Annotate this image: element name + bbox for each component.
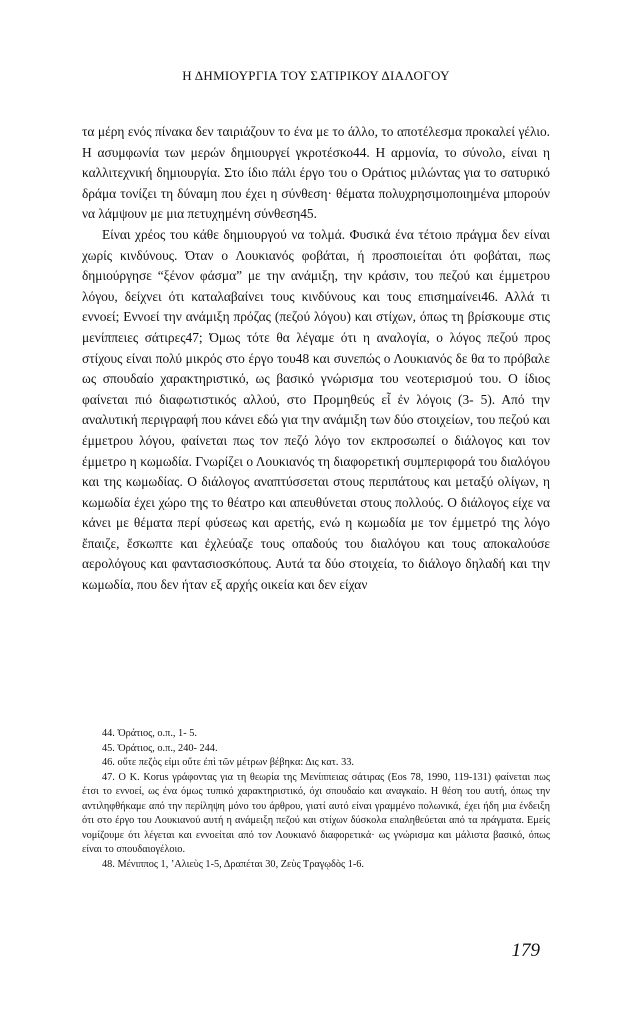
page-number: 179 (511, 940, 540, 961)
footnote: 48. Μένιππος 1, ’Αλιεὺς 1-5, Δραπέται 30, Ζεὺς Τραγῳδὸς 1-6. (102, 858, 365, 870)
running-header: Η ΔΗΜΙΟΥΡΓΙΑ ΤΟΥ ΣΑΤΙΡΙΚΟΥ ΔΙΑΛΟΓΟΥ (182, 68, 450, 83)
paragraph: τα μέρη ενός πίνακα δεν ταιριάζουν το ένα με το άλλο, το αποτέλεσμα προκαλεί γέλιο. Η ασυμφωνία των μερών δημιουργεί γκροτέσκο44. Η αρμονία, το σύνολο, είναι η καλλιτεχνική δημιουργία. Στο ίδιο πάλι έργο του ο Οράτιος μιλώντας για το σατυρικό δράμα τονίζει τη δύναμη που έχει η σύνθεση· θέματα πολυχρησιμοποιημένα μπορούν να λάμψουν με μια πετυχημένη σύνθεση45. (82, 124, 550, 222)
footnote: 47. Ο Κ. Korus γράφοντας για τη θεωρία της Μενίππειας σάτιρας (Eos 78, 1990, 119-131) φαίνεται πως έτσι το εννοεί, ως ένα όμως τυπικό χαρακτηριστικό, όχι σπουδαίο και αναγκαίο. Η θέση του αυτή, όπως την αντιληφθήκαμε από την περίληψη μόνο του άρθρου, γιατί αυτό είναι γραμμένο πολωνικά, έχει ήδη μια ένδειξη ότι στο έργο του Λουκιανού αυτή η ανάμειξη πεζού και στίχων δύσκολα επαληθεύεται από τα πράγματα. Εμείς νομίζουμε ότι λέγεται και εννοείται από τον Λουκιανό διαφορετικά· ως γνώρισμα και μάλιστα βασικό, όπως είναι το σπουδαιογέλοιο. (82, 771, 550, 855)
footnotes (82, 727, 550, 872)
footnote: 46. οὔτε πεζὸς εἰμι οὔτε ἐπὶ τῶν μέτρων βέβηκα: Δις κατ. 33. (102, 757, 354, 768)
footnote: 44. Ὀράτιος, ο.π., 1- 5. (102, 728, 197, 739)
footnote: 45. Ὀράτιος, ο.π., 240- 244. (102, 742, 218, 754)
paragraph: Είναι χρέος του κάθε δημιουργού να τολμά. Φυσικά ένα τέτοιο πράγμα δεν είναι χωρίς κινδύνους. Όταν ο Λουκιανός φοβάται, ή προσποιείται ότι φοβάται, πως δημιούργησε “ξένον φάσμα” με την ανάμιξη, την κράσιν, του πεζού και έμμετρου λόγου, δείχνει ότι καταλαβαίνει τους κινδύνους και τους επισημαίνει46. Αλλά τι εννοεί; Εννοεί την ανάμιξη πρόζας (πεζού λόγου) και στίχων, όπως τη βρίσκουμε στις μενίππειες σάτιρες47; Όμως τότε θα λέγαμε ότι η αναλογία, ο λόγος πεζού προς στίχους είναι πολύ μικρός στο έργο του48 και συνεπώς ο Λουκιανός δε θα το πρόβαλε ως σπουδαίο χαρακτηριστικό, ως βασικό γνώρισμα του νεοτερισμού του. Ο ίδιος φαίνεται πιό διαφωτιστικός αλλού, στο Προμηθεύς εἶ ἐν λόγοις (3- 5). Από την αναλυτική περιγραφή που κάνει εδώ για την ανάμιξη των δύο στοιχείων, του πεζού και έμμετρου λόγου, φαίνεται πως τον πεζό λόγο τον εκπροσωπεί ο διάλογος και τον έμμετρο η κωμωδία. Γνωρίζει ο Λουκιανός τη διαφορετική συμπεριφορά του διαλόγου και της κωμωδίας. Ο διάλογος αναπτύσσεται στους περιπάτους και μεταξύ ολίγων, η κωμωδία έχει χώρο της το θέατρο και απευθύνεται στους πολλούς. Ο διάλογος είχε να κάνει με θέματα περί φύσεως και αρετής, ενώ η κωμωδία με τον έμμετρό της λόγο ἔπαιζε, ἔσκωπτε και ἐχλεύαζε τους οπαδούς του διαλόγου και τους αποκαλούσε αερολόγους και φαντασιοσκόπους. Αυτά τα δύο στοιχεία, το διάλογο δηλαδή και την κωμωδία, που δεν ήταν εξ αρχής οικεία και δεν είχαν (82, 226, 550, 593)
main-text (82, 122, 550, 596)
